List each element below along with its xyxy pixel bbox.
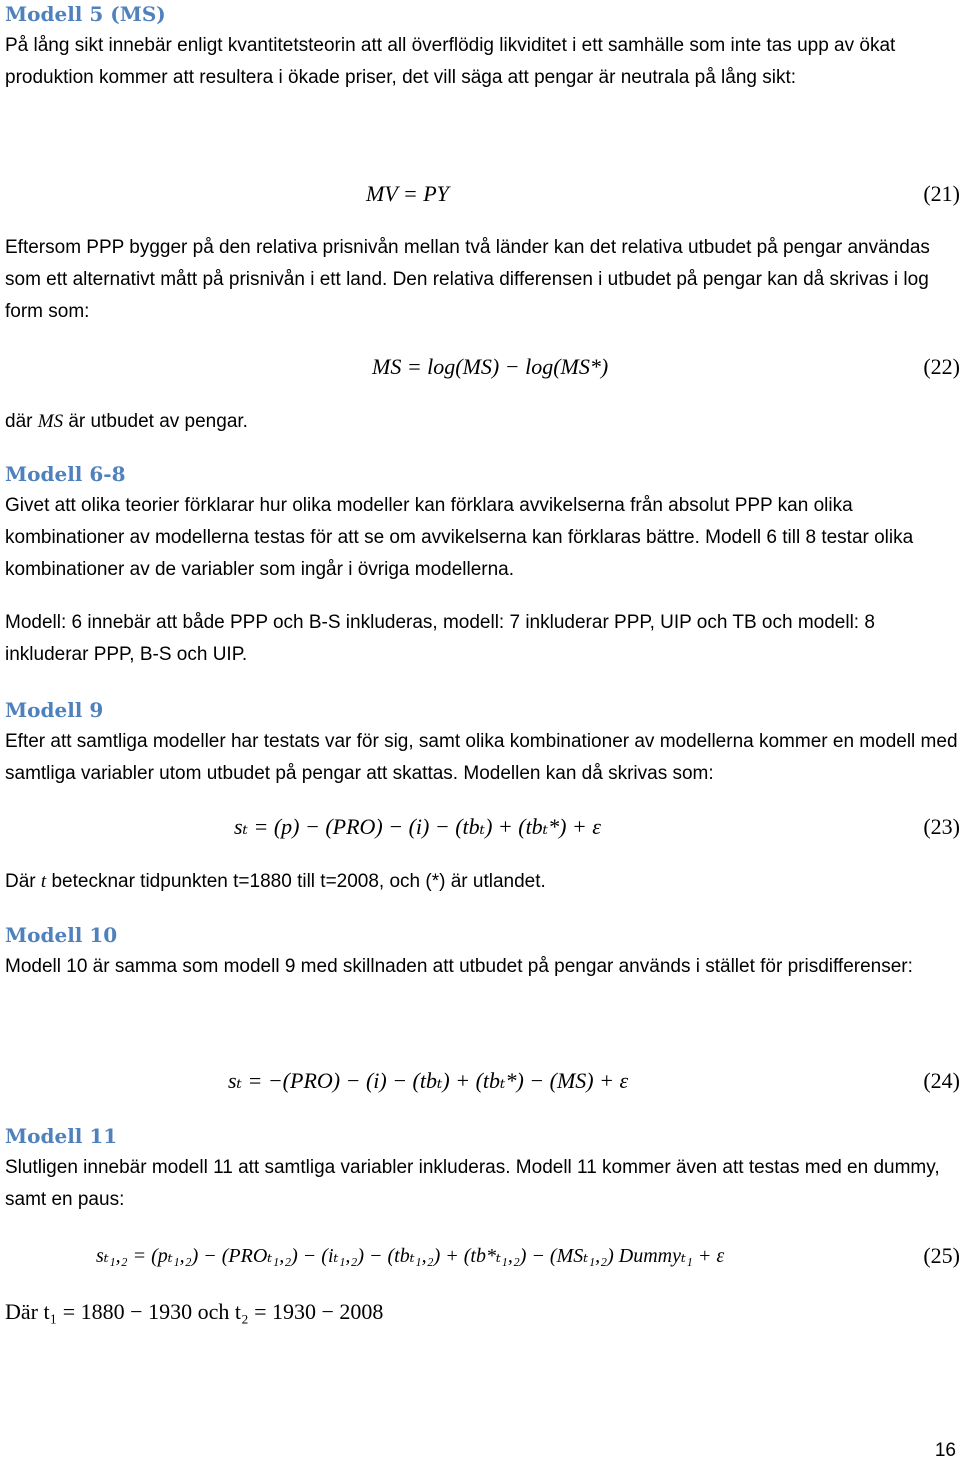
equation-23-number: (23) [923, 814, 960, 839]
paragraph-modell-9 [5, 726, 960, 790]
text-dar: där [5, 411, 38, 432]
paragraph-dar-ms [5, 406, 960, 438]
paragraph-text: Efter att samtliga modeller har testats var för sig, samt olika kombinationer av modellerna kommer en modell med samtliga variabler utom utbudet på pengar att skattas. Modellen kan då skrivas som: [5, 731, 958, 784]
equation-dar-t1-t2: Där t₁ = 1880 − 1930 och t₂ = 1930 − 2008 [5, 1299, 384, 1324]
equation-24: sₜ = −(PRO) − (i) − (tbₜ) + (tbₜ*) − (MS) + ε [228, 1068, 629, 1093]
paragraph-dar-t [5, 866, 960, 898]
heading-modell-9: Modell 9 [5, 698, 104, 722]
heading-modell-5: Modell 5 (MS) [5, 2, 166, 26]
paragraph-modell-10 [5, 951, 960, 983]
paragraph-modell-5-intro [5, 30, 960, 94]
equation-21: MV = PY [366, 181, 449, 206]
paragraph-modell-6-8-b [5, 607, 960, 671]
heading-modell-6-8: Modell 6-8 [5, 462, 126, 486]
paragraph-text: Modell: 6 innebär att både PPP och B-S inkluderas, modell: 7 inkluderar PPP, UIP och TB och modell: 8 inkluderar PPP, B-S och UIP. [5, 612, 875, 665]
equation-24-number: (24) [923, 1068, 960, 1093]
heading-modell-11: Modell 11 [5, 1124, 118, 1148]
paragraph-modell-11 [5, 1152, 960, 1216]
paragraph-text: På lång sikt innebär enligt kvantitetsteorin att all överflödig likviditet i ett samhälle som inte tas upp av ökat produktion kommer att resultera i ökade priser, det vill säga att pengar är neutrala på lång sikt: [5, 35, 896, 88]
text-dar: Där [5, 871, 41, 892]
page-number: 16 [934, 1440, 956, 1461]
equation-21-number: (21) [923, 181, 960, 206]
heading-modell-10: Modell 10 [5, 923, 118, 947]
paragraph-text: Slutligen innebär modell 11 att samtliga variabler inkluderas. Modell 11 kommer även att testas med en dummy, samt en paus: [5, 1157, 940, 1210]
math-t: t [40, 871, 47, 892]
equation-25-number: (25) [923, 1243, 960, 1268]
text-dar-post: betecknar tidpunkten t=1880 till t=2008, och (*) är utlandet. [46, 871, 546, 892]
equation-22: MS = log(MS) − log(MS*) [372, 354, 609, 379]
text-dar-post: är utbudet av pengar. [63, 411, 248, 432]
paragraph-text: Modell 10 är samma som modell 9 med skillnaden att utbudet på pengar används i stället för prisdifferenser: [5, 956, 913, 977]
paragraph-modell-6-8-a [5, 490, 960, 586]
equation-23: sₜ = (p) − (PRO) − (i) − (tbₜ) + (tbₜ*) + ε [234, 814, 601, 839]
math-ms: MS [37, 411, 64, 432]
paragraph-text: Givet att olika teorier förklarar hur olika modeller kan förklara avvikelserna från absolut PPP kan olika kombinationer av modellerna testas för att se om avvikelserna kan förklaras bättre. Modell 6 till 8 testar olika kombinationer av de variabler som ingår i övriga modellerna. [5, 495, 914, 580]
paragraph-modell-5-ppp [5, 232, 960, 328]
paragraph-text: Eftersom PPP bygger på den relativa prisnivån mellan två länder kan det relativa utbudet på pengar användas som ett alternativt mått på prisnivån i ett land. Den relativa differensen i utbudet på pengar kan då skrivas i log form som: [5, 237, 930, 322]
equation-25: sₜ₁,₂ = (pₜ₁,₂) − (PROₜ₁,₂) − (iₜ₁,₂) − (tbₜ₁,₂) + (tb*ₜ₁,₂) − (MSₜ₁,₂) Dummyₜ₁ + ε [96, 1245, 725, 1267]
equation-22-number: (22) [923, 354, 960, 379]
